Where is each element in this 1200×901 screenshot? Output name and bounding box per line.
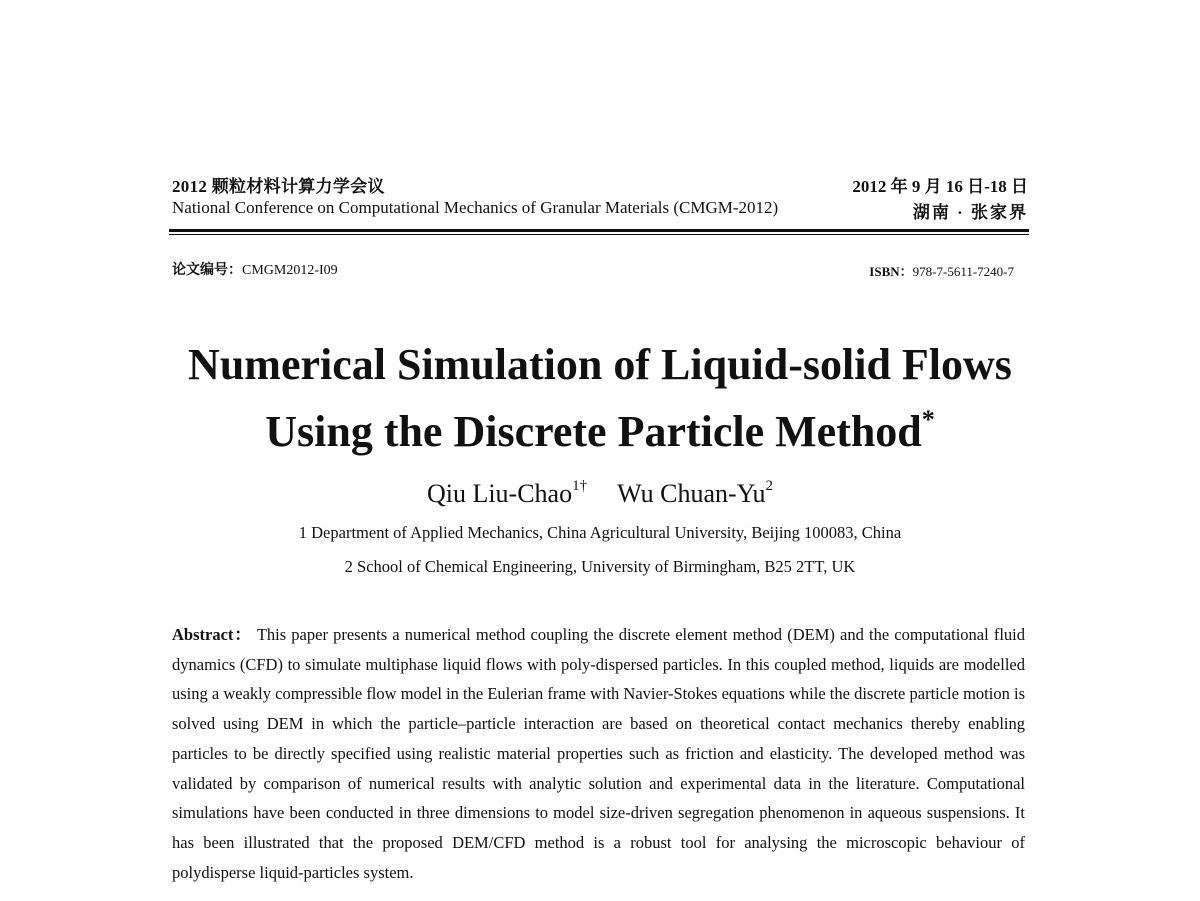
isbn-value: 978-7-5611-7240-7 (912, 264, 1014, 279)
abstract (172, 620, 1025, 887)
author-1-mark: 1† (572, 478, 588, 494)
author-1: Qiu Liu-Chao (426, 479, 573, 508)
affiliation-2: 2 School of Chemical Engineering, University of Birmingham, B25 2TT, UK (344, 557, 856, 576)
paper-number-value: CMGM2012-I09 (242, 263, 338, 278)
paper-title (100, 337, 1100, 459)
isbn-label: ISBN： (869, 264, 913, 279)
abstract-text: This paper presents a numerical method coupling the discrete element method (DEM) and the computational fluid dynamics (CFD) to simulate multiphase liquid flows with poly-dispersed particles. In this coupled method, liquids are modelled using a weakly compressible flow model in the Eulerian frame with Navier-Stokes equations while the discrete particle motion is solved using DEM in which the particle–particle interaction are based on theoretical contact mechanics thereby enabling particles to be directly specified using realistic material properties such as friction and elasticity. The developed method was validated by comparison of numerical results with analytic solution and experimental data in the literature. Computational simulations have been conducted in three dimensions to model size-driven segregation phenomenon in aqueous suspensions. It has been illustrated that the proposed DEM/CFD method is a robust tool for analysing the microscopic behaviour of polydisperse liquid-particles system. (172, 625, 1026, 882)
conference-date: 2012 年 9 月 16 日-18 日 (852, 177, 1028, 196)
conference-name-en: National Conference on Computational Mechanics of Granular Materials (CMGM-2012) (172, 198, 779, 217)
conference-header (172, 172, 1028, 224)
title-line-2-text: Using the Discrete Particle Method (265, 407, 922, 456)
affiliation-1: 1 Department of Applied Mechanics, China Agricultural University, Beijing 100083, China (298, 523, 902, 542)
header-rule-thin (169, 234, 1029, 235)
title-footnote-mark: * (921, 405, 935, 434)
paper-number (172, 259, 338, 279)
conference-name-cn: 2012 颗粒材料计算力学会议 (172, 177, 385, 196)
isbn (869, 261, 1014, 280)
author-2-mark: 2 (765, 478, 774, 494)
conference-location: 湖南 · 张家界 (912, 203, 1028, 222)
abstract-label: Abstract： (172, 625, 252, 644)
paper-number-label: 论文编号： (172, 263, 242, 278)
author-2: Wu Chuan-Yu (617, 479, 766, 508)
author-list (100, 478, 1100, 509)
title-line-2 (100, 392, 1100, 459)
header-rule-thick (169, 229, 1029, 232)
title-line-1: Numerical Simulation of Liquid-solid Flows (188, 340, 1012, 389)
